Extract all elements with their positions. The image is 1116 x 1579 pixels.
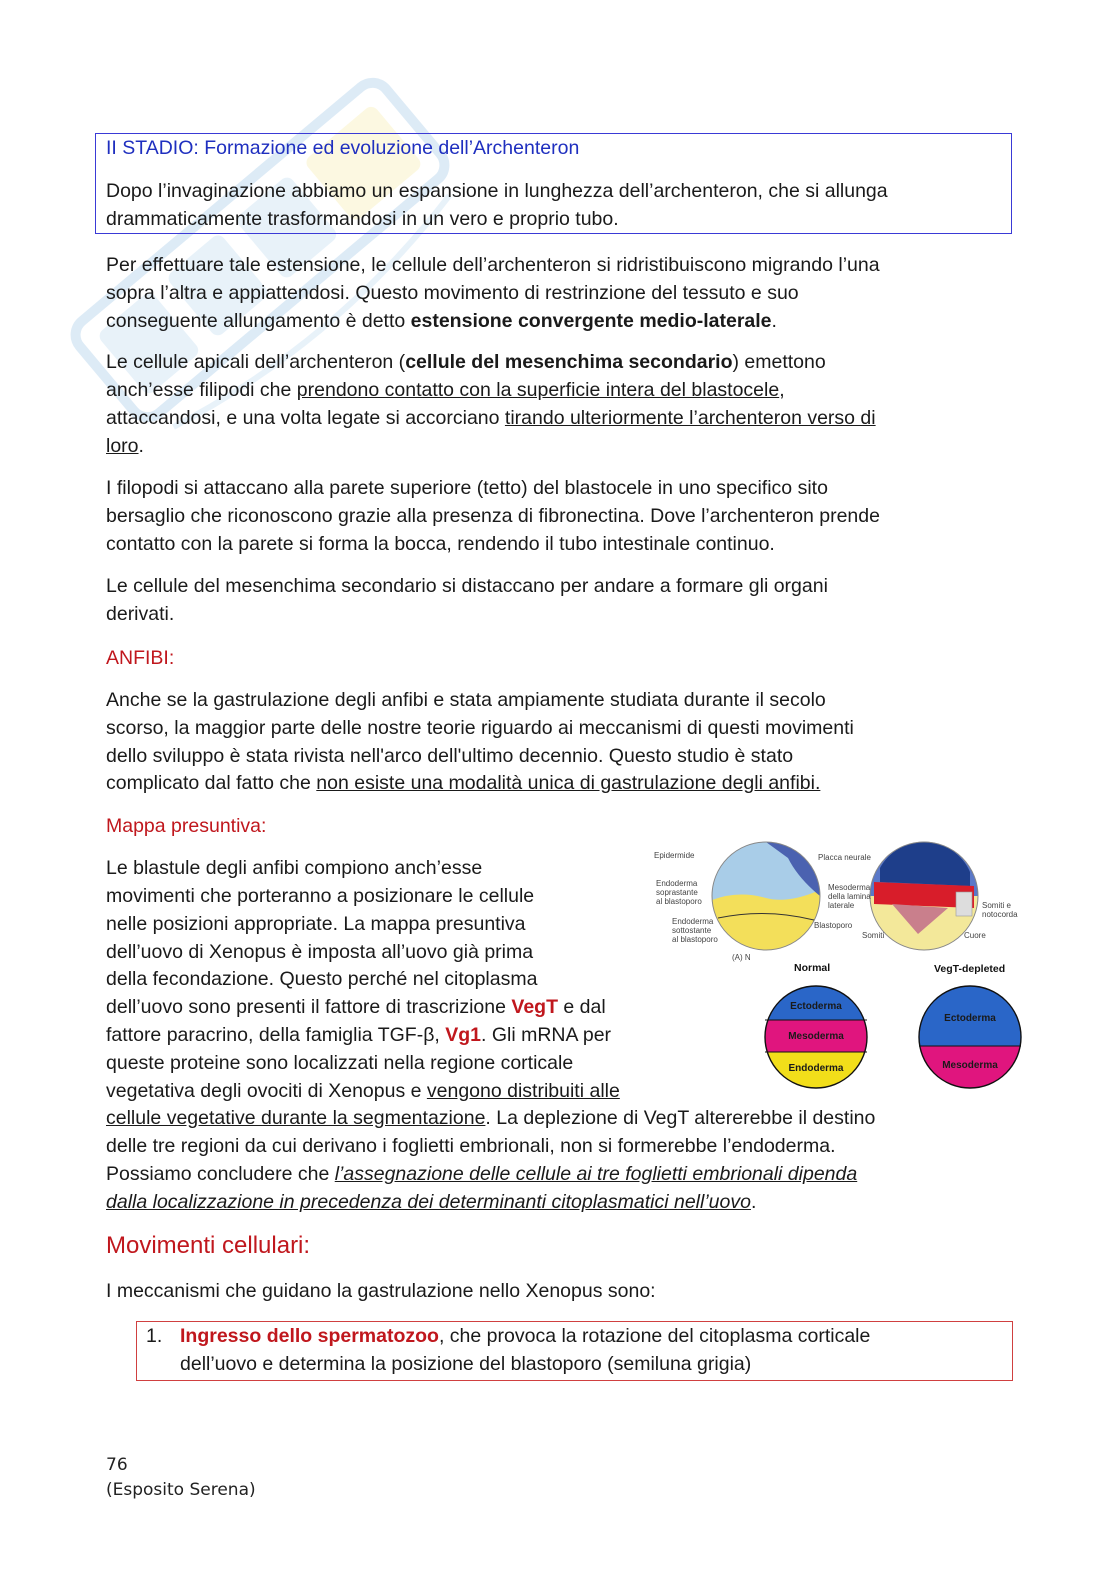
paragraph-line: Le cellule del mesenchima secondario si distaccano per andare a formare gli organi — [106, 575, 828, 597]
band-ectoderma: Ectoderma — [944, 1013, 996, 1024]
paragraph-line: sopra l’altra e appiattendosi. Questo movimento di restrinzione del tessuto e suo — [106, 282, 799, 304]
label-somiti-e: notocorda — [982, 910, 1018, 919]
stage-text-line: drammaticamente trasformandosi in un vero e proprio tubo. — [106, 208, 619, 230]
section-heading-movimenti: Movimenti cellulari: — [106, 1232, 311, 1259]
label-endo-sopra: al blastoporo — [656, 897, 702, 906]
paragraph-line: bersaglio che riconoscono grazie alla presenza di fibronectina. Dove l’archenteron prende — [106, 505, 880, 527]
paragraph-line: scorso, la maggior parte delle nostre teorie riguardo ai meccanismi di questi movimenti — [106, 717, 854, 739]
paragraph-line: dell’uovo sono presenti il fattore di trascrizione VegT e dal — [106, 996, 606, 1018]
paragraph-line: attaccandosi, e una volta legate si accorciano tirando ulteriormente l’archenteron verso di — [106, 407, 876, 429]
paragraph-line: I filopodi si attaccano alla parete superiore (tetto) del blastocele in uno specifico sito — [106, 477, 828, 499]
paragraph-line: conseguente allungamento è detto estensione convergente medio-laterale. — [106, 310, 777, 332]
bold-term: cellule del mesenchima secondario — [405, 351, 733, 373]
paragraph-line: della fecondazione. Questo perché nel citoplasma — [106, 968, 538, 990]
label-cuore: Cuore — [964, 931, 986, 940]
label-placca: Placca neurale — [818, 853, 871, 862]
stage-text-line: Dopo l’invaginazione abbiamo un espansione in lunghezza dell’archenteron, che si allunga — [106, 180, 888, 202]
label-panel-a: (A) N — [732, 953, 751, 962]
paragraph-line: contatto con la parete si forma la bocca, rendendo il tubo intestinale continuo. — [106, 533, 775, 555]
list-item-line: dell’uovo e determina la posizione del blastoporo (semiluna grigia) — [180, 1353, 752, 1375]
depleted-title: VegT-depleted — [934, 963, 1006, 975]
paragraph-line: Anche se la gastrulazione degli anfibi e stata ampiamente studiata durante il secolo — [106, 689, 826, 711]
paragraph-line: loro. — [106, 435, 144, 457]
label-endo-sotto: Endoderma — [672, 917, 714, 926]
label-epidermide: Epidermide — [654, 851, 695, 860]
band-mesoderma: Mesoderma — [942, 1060, 998, 1071]
paragraph-line: Le cellule apicali dell’archenteron (cellule del mesenchima secondario) emettono — [106, 351, 826, 373]
stage-title: II STADIO: Formazione ed evoluzione dell’Archenteron — [106, 137, 580, 159]
paragraph-line: delle tre regioni da cui derivano i foglietti embrionali, non si formerebbe l’endoderma. — [106, 1135, 836, 1157]
paragraph-line: dell’uovo di Xenopus è imposta all’uovo già prima — [106, 941, 534, 963]
page-footer — [106, 1453, 256, 1503]
paragraph-line: I meccanismi che guidano la gastrulazione nello Xenopus sono: — [106, 1280, 656, 1302]
paragraph-line: movimenti che porteranno a posizionare le cellule — [106, 885, 535, 907]
bold-term: Ingresso dello spermatozoo — [180, 1325, 439, 1347]
paragraph-line: dello sviluppo è stata rivista nell'arco dell'ultimo decennio. Questo studio è stato — [106, 745, 794, 767]
paragraph-line: complicato dal fatto che non esiste una modalità unica di gastrulazione degli anfibi. — [106, 772, 821, 794]
label-mesoderma-lamina: laterale — [828, 901, 855, 910]
paragraph-line: derivati. — [106, 603, 175, 625]
paragraph-line: anch’esse filipodi che prendono contatto con la superficie intera del blastocele, — [106, 379, 785, 401]
paragraph-line: vegetativa degli ovociti di Xenopus e vengono distribuiti alle — [106, 1080, 620, 1102]
paragraph-line: cellule vegetative durante la segmentazione. La deplezione di VegT altererebbe il destino — [106, 1107, 876, 1129]
page-number: 76 — [106, 1455, 128, 1475]
paragraph-line: Possiamo concludere che l’assegnazione delle cellule ai tre foglietti embrionali dipenda — [106, 1163, 858, 1185]
list-item-line: Ingresso dello spermatozoo, che provoca la rotazione del citoplasma corticale — [180, 1325, 871, 1347]
presumptive-map-figure — [648, 838, 1028, 1094]
paragraph-line: Per effettuare tale estensione, le cellule dell’archenteron si ridristibuiscono migrando l’una — [106, 254, 880, 276]
gastrula-embryo — [870, 842, 978, 950]
band-ectoderma: Ectoderma — [790, 1001, 842, 1012]
label-mesoderma-lamina: della lamina — [828, 892, 871, 901]
bold-term: estensione convergente medio-laterale — [410, 310, 772, 332]
label-mesoderma-lamina: Mesoderma — [828, 883, 871, 892]
band-mesoderma: Mesoderma — [788, 1031, 844, 1042]
label-somiti: Somiti — [862, 931, 885, 940]
paragraph-line: dalla localizzazione in precedenza dei determinanti citoplasmatici nell’uovo. — [106, 1191, 757, 1213]
vg1-term: Vg1 — [445, 1024, 482, 1046]
band-endoderma: Endoderma — [788, 1063, 844, 1074]
label-endo-sotto: sottostante — [672, 926, 712, 935]
section-heading-anfibi: ANFIBI: — [106, 647, 175, 669]
label-endo-sopra: soprastante — [656, 888, 698, 897]
vegt-term: VegT — [511, 996, 558, 1018]
author: (Esposito Serena) — [106, 1480, 256, 1500]
label-endo-sopra: Endoderma — [656, 879, 698, 888]
label-blastoporo: Blastoporo — [814, 921, 853, 930]
label-somiti-e: Somiti e — [982, 901, 1011, 910]
list-number: 1. — [146, 1325, 163, 1347]
paragraph-line: fattore paracrino, della famiglia TGF-β, Vg1. Gli mRNA per — [106, 1024, 612, 1046]
paragraph-line: queste proteine sono localizzati nella regione corticale — [106, 1052, 574, 1074]
blastula-embryo — [712, 842, 820, 950]
paragraph-line: nelle posizioni appropriate. La mappa presuntiva — [106, 913, 526, 935]
section-heading-mappa: Mappa presuntiva: — [106, 815, 267, 837]
label-endo-sotto: al blastoporo — [672, 935, 718, 944]
paragraph-line: Le blastule degli anfibi compiono anch’esse — [106, 857, 483, 879]
normal-title: Normal — [794, 962, 831, 974]
